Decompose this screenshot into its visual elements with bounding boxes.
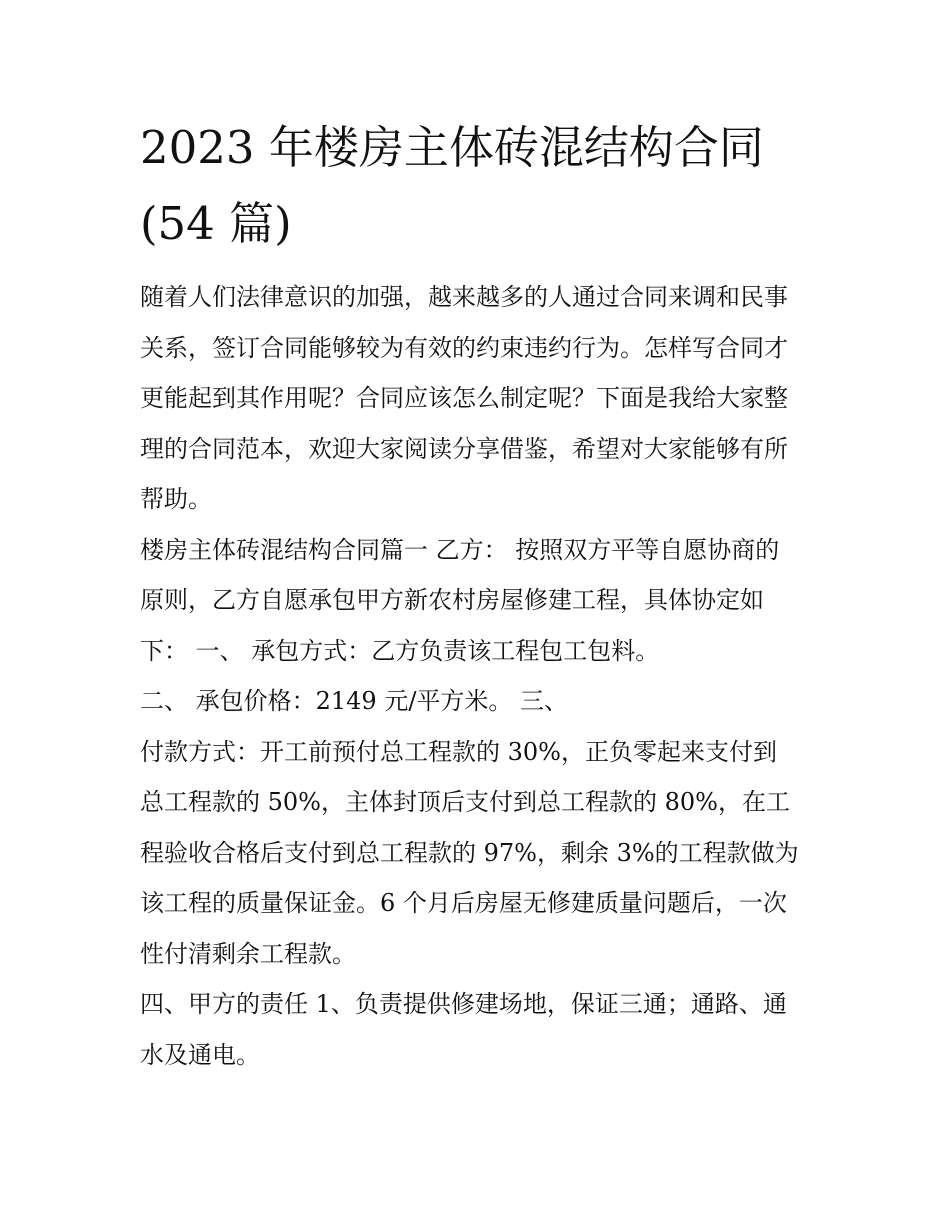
body-line: 更能起到其作用呢？合同应该怎么制定呢？下面是我给大家整 <box>140 384 788 412</box>
body-line: 楼房主体砖混结构合同篇一 乙方： 按照双方平等自愿协商的 <box>140 535 780 564</box>
body-line: 该工程的质量保证金。6 个月后房屋无修建质量问题后，一次 <box>140 889 787 917</box>
title-line-2: (54 篇) <box>140 197 292 250</box>
document-page <box>140 110 820 1080</box>
document-title <box>140 110 820 262</box>
body-line: 帮助。 <box>140 485 212 513</box>
body-line: 随着人们法律意识的加强，越来越多的人通过合同来调和民事 <box>140 283 788 311</box>
body-line: 水及通电。 <box>140 1040 260 1069</box>
title-line-1: 2023 年楼房主体砖混结构合同 <box>140 121 764 174</box>
body-line: 原则，乙方自愿承包甲方新农村房屋修建工程，具体协定如 <box>140 586 764 614</box>
body-line: 程验收合格后支付到总工程款的 97%，剩余 3%的工程款做为 <box>140 838 799 867</box>
body-line: 关系，签订合同能够较为有效的约束违约行为。怎样写合同才 <box>140 333 788 362</box>
body-line: 性付清剩余工程款。 <box>140 939 356 968</box>
body-line: 下： 一、 承包方式：乙方负责该工程包工包料。 <box>140 636 660 665</box>
body-line: 总工程款的 50%，主体封顶后支付到总工程款的 80%，在工 <box>140 788 790 816</box>
body-line: 付款方式：开工前预付总工程款的 30%，正负零起来支付到 <box>140 737 777 766</box>
body-line: 理的合同范本，欢迎大家阅读分享借鉴，希望对大家能够有所 <box>140 434 788 463</box>
body-line: 四、甲方的责任 1、负责提供修建场地，保证三通；通路、通 <box>140 990 787 1018</box>
document-body <box>140 272 820 1080</box>
body-line: 二、 承包价格：2149 元/平方米。 三、 <box>140 687 569 715</box>
